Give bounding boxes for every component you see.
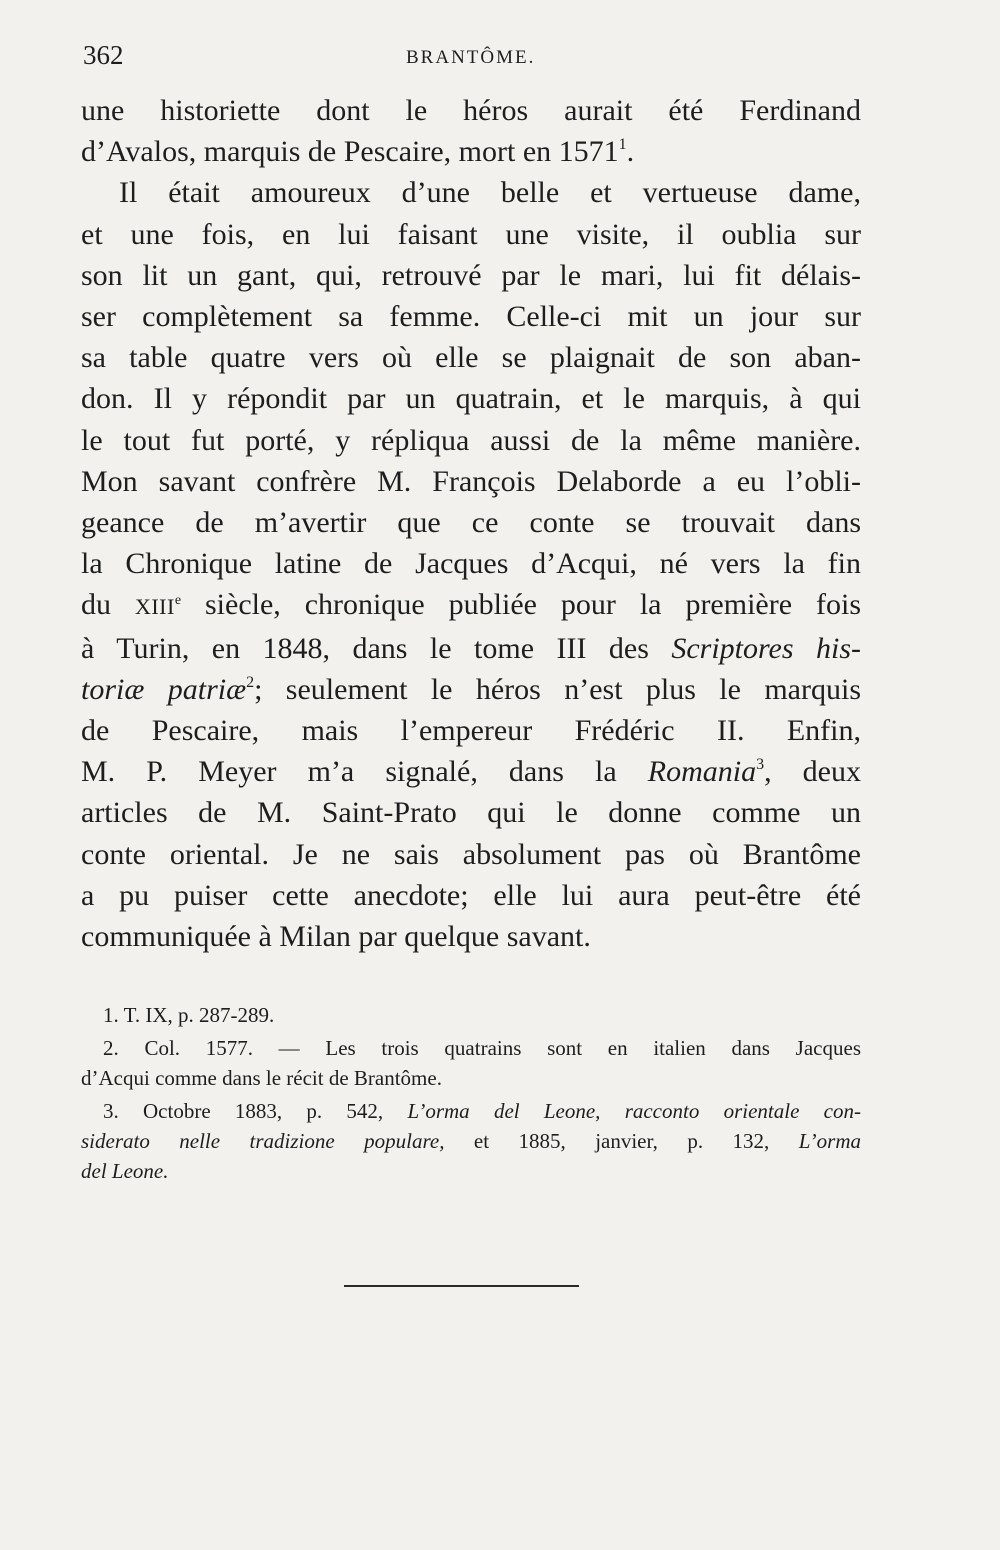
running-head: BRANTÔME. (406, 47, 536, 68)
footnotes (81, 1000, 861, 1189)
text-line: à Turin, en 1848, dans le tome III des Scriptores his- (81, 631, 861, 665)
paragraph-continuation (81, 90, 861, 172)
text-line: son lit un gant, qui, retrouvé par le mari, lui fit délais- (81, 258, 861, 292)
footnote-ref-1[interactable]: 1 (618, 136, 627, 154)
romania-title: Romania (647, 755, 757, 789)
paragraph-anecdote (81, 172, 861, 957)
page-header (83, 40, 861, 80)
text-line: et une fois, en lui faisant une visite, il oublia sur (81, 217, 861, 251)
footnote-2: 2. Col. 1577. — Les trois quatrains sont en italien dans Jacques d’Acqui comme dans le récit de Brantôme. (81, 1036, 861, 1090)
section-rule (344, 1285, 579, 1287)
text-line: de Pescaire, mais l’empereur Frédéric II. Enfin, (81, 714, 861, 748)
footnote-3: 3. Octobre 1883, p. 542, L’orma del Leone, racconto orientale con- siderato nelle tradizione populare, et 1885, janvier, p. 132, L’orma del Leone. (81, 1099, 861, 1183)
main-text (81, 90, 861, 957)
text-line: Il était amoureux d’une belle et vertueuse dame, (119, 176, 861, 210)
text-line: ser complètement sa femme. Celle-ci mit un jour sur (81, 300, 861, 334)
text-line: sa table quatre vers où elle se plaignait de son aban- (81, 341, 861, 375)
text-line: geance de m’avertir que ce conte se trouvait dans (81, 506, 861, 540)
text-line: une historiette dont le héros aurait été Ferdinand (81, 94, 861, 127)
text-line: don. Il y répondit par un quatrain, et le marquis, à qui (81, 382, 861, 416)
text-line: le tout fut porté, y répliqua aussi de la même manière. (81, 423, 861, 457)
scriptores-title: Scriptores his- (671, 631, 861, 665)
text-line: du XIIIe siècle, chronique publiée pour la première fois (81, 588, 861, 622)
footnote-ref-2[interactable]: 2 (246, 673, 255, 691)
text-line: Mon savant confrère M. François Delaborde a eu l’obli- (81, 464, 861, 498)
text-line: a pu puiser cette anecdote; elle lui aura peut-être été (81, 878, 861, 912)
text-line: articles de M. Saint-Prato qui le donne comme un (81, 796, 861, 830)
text-line: M. P. Meyer m’a signalé, dans la Romania$^3$, deux (81, 755, 861, 789)
text-line: conte oriental. Je ne sais absolument pas où Brantôme (81, 837, 861, 871)
page-number: 362 (83, 40, 124, 70)
text-line: d’Avalos, marquis de Pescaire, mort en 1571$^1$. (81, 135, 635, 169)
footnote-1: 1. T. IX, p. 287-289. (103, 1003, 275, 1027)
footnote-ref-3[interactable]: 3 (756, 756, 765, 774)
text-line: toriæ patriæ$^2$; seulement le héros n’est plus le marquis (81, 672, 861, 706)
text-line: communiquée à Milan par quelque savant. (81, 920, 591, 954)
text-line: la Chronique latine de Jacques d’Acqui, né vers la fin (81, 547, 861, 581)
